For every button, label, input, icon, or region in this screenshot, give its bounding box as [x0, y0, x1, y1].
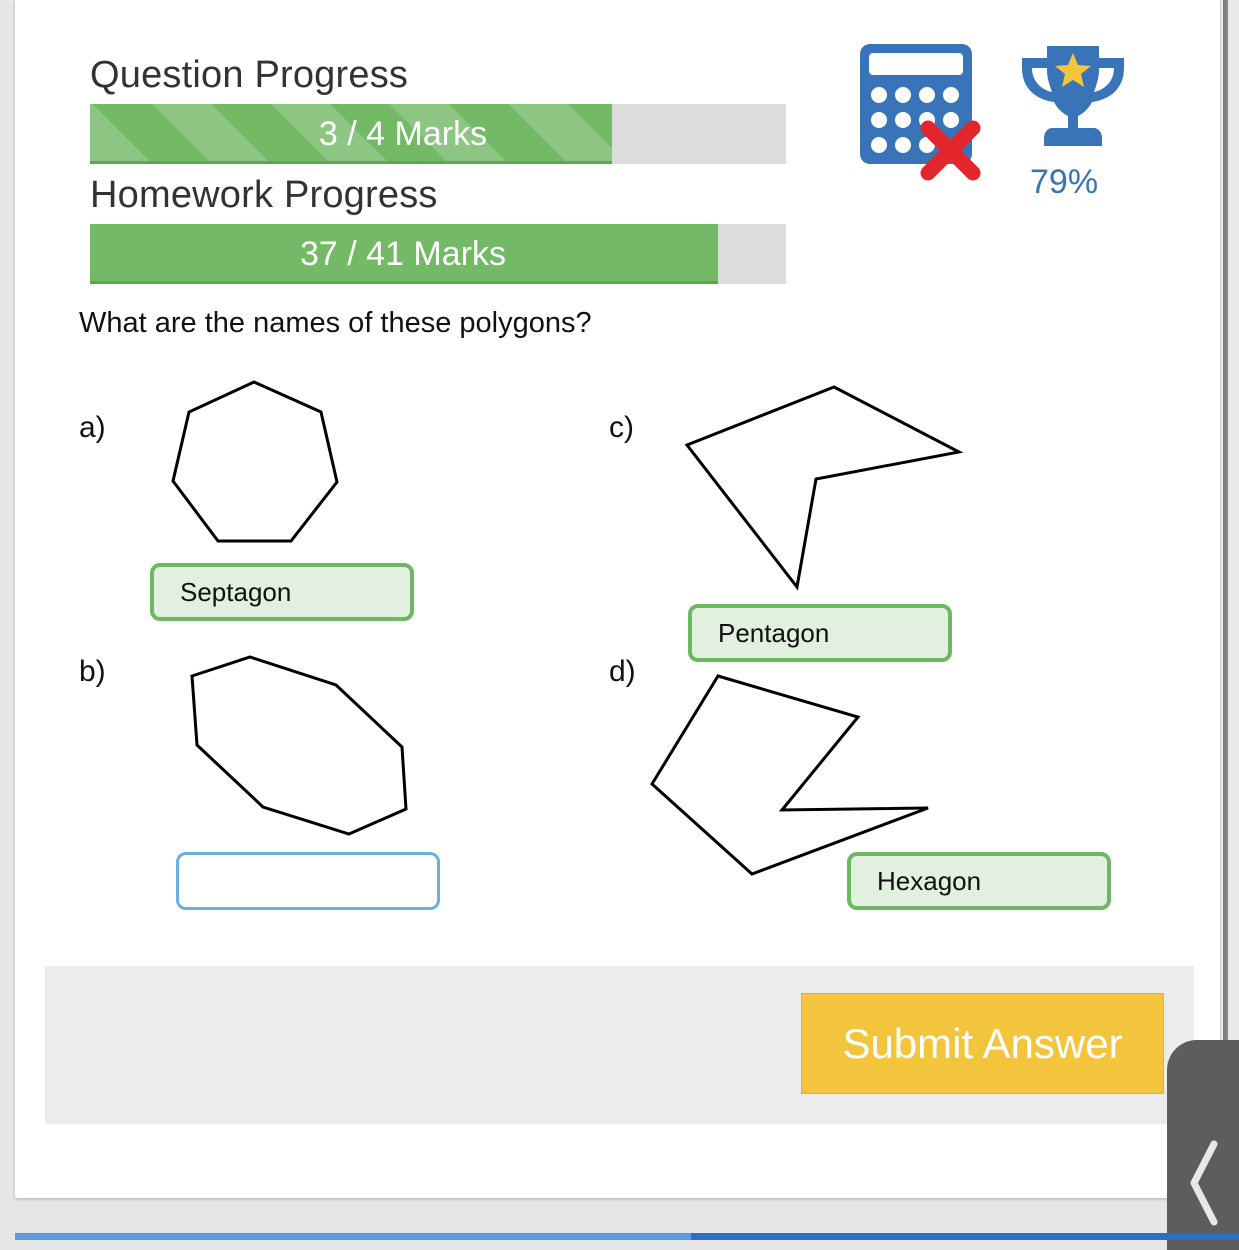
part-b-label: b) — [79, 655, 106, 688]
homework-progress-label: Homework Progress — [90, 174, 438, 216]
hexagon-shape — [648, 672, 934, 878]
pentagon-shape — [683, 384, 963, 592]
part-a-answer-input[interactable] — [150, 563, 414, 621]
trophy-icon — [1016, 42, 1130, 148]
question-text: What are the names of these polygons? — [79, 307, 592, 339]
chevron-left-icon[interactable] — [1186, 1140, 1220, 1226]
part-c-answer-input[interactable] — [688, 604, 952, 662]
homework-progress-bar — [90, 224, 786, 284]
heptagon-shape — [170, 379, 340, 545]
question-progress-label: Question Progress — [90, 54, 409, 96]
octagon-shape — [190, 654, 410, 838]
calculator-not-allowed-icon — [858, 42, 986, 184]
bottom-accent-bar — [15, 1233, 1239, 1240]
part-b-answer-input[interactable] — [176, 852, 440, 910]
part-d-answer-input[interactable] — [847, 852, 1111, 910]
submit-answer-button[interactable]: Submit Answer — [801, 993, 1164, 1094]
part-c-label: c) — [609, 411, 634, 444]
trophy-percentage: 79% — [1030, 163, 1099, 201]
part-a-label: a) — [79, 411, 106, 444]
question-progress-bar — [90, 104, 786, 164]
homework-progress-text: 37 / 41 Marks — [300, 234, 506, 273]
part-d-label: d) — [609, 655, 636, 688]
question-progress-text: 3 / 4 Marks — [318, 114, 488, 153]
